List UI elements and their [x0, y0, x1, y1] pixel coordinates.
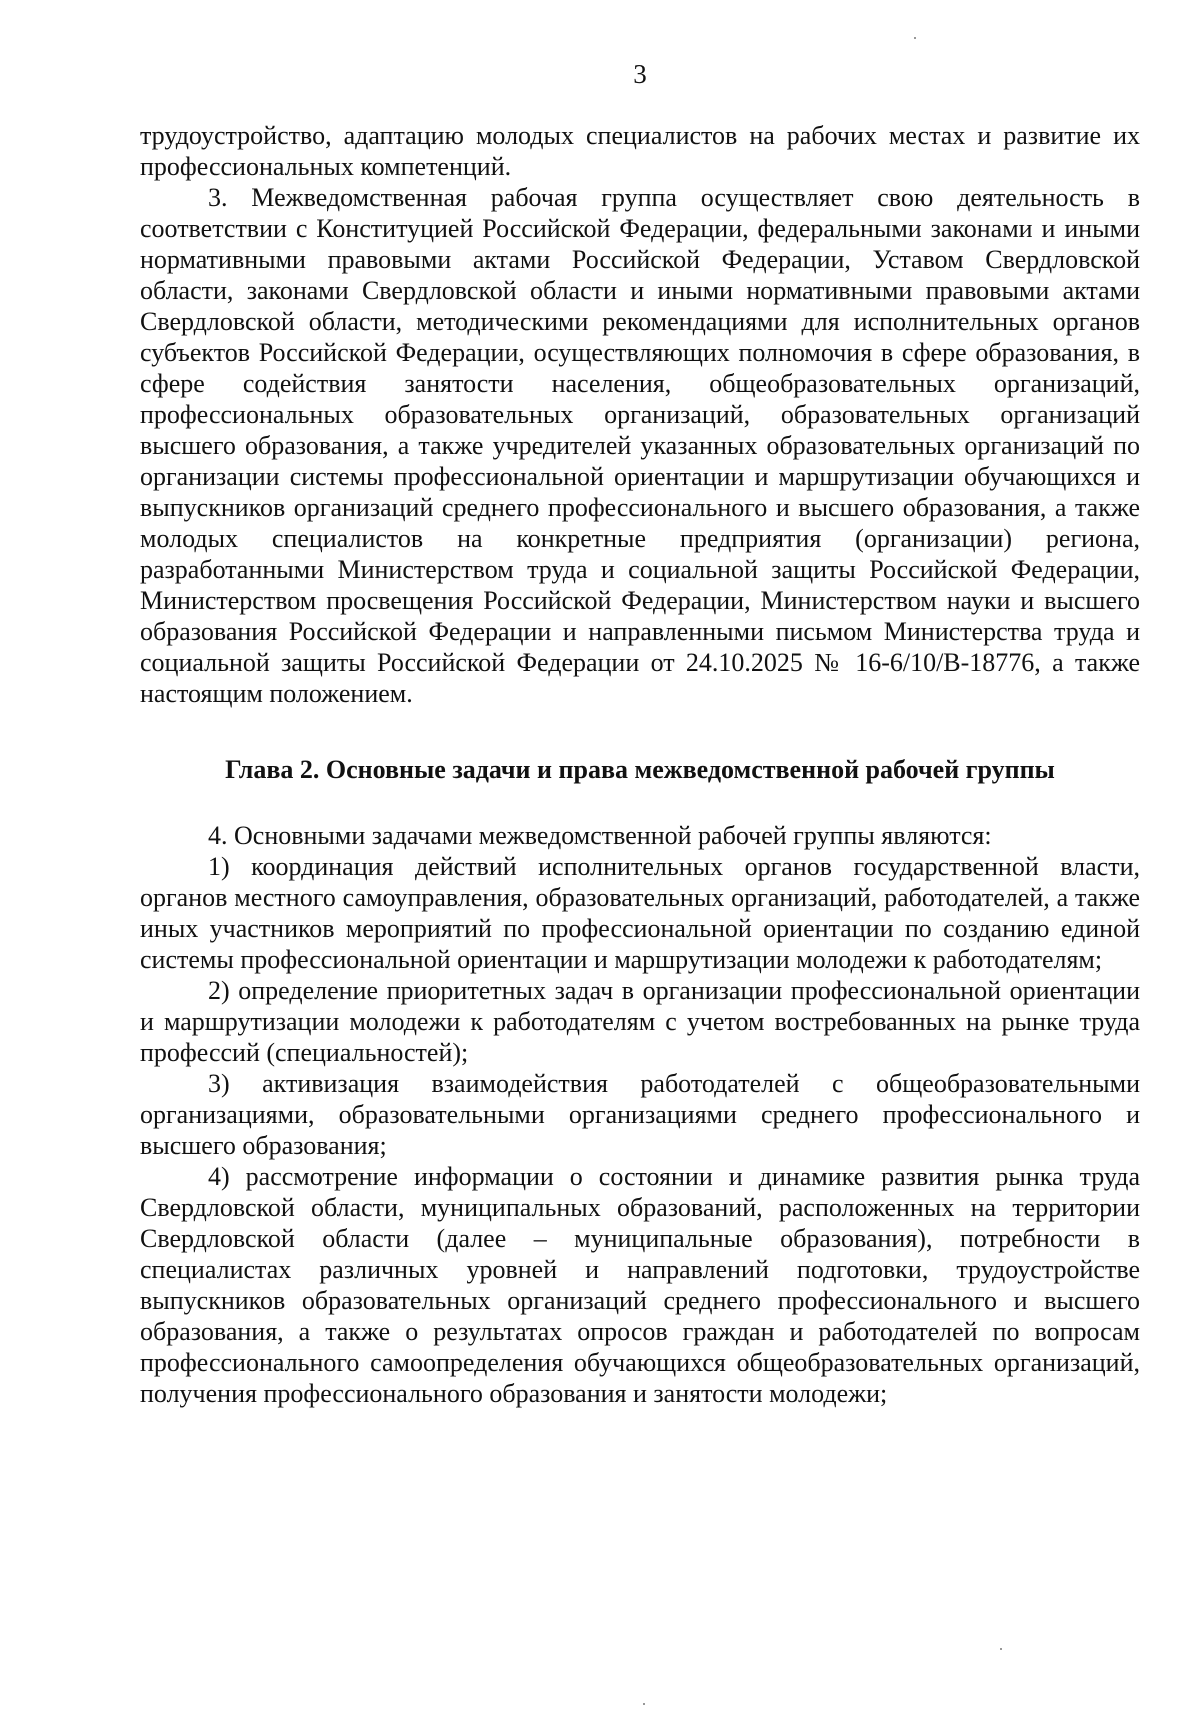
document-body: [140, 120, 1140, 1409]
section-chapter-1-end: [140, 120, 1140, 709]
paragraph: 4. Основными задачами межведомственной рабочей группы являются:: [208, 821, 992, 850]
paragraph: трудоустройство, адаптацию молодых специалистов на рабочих местах и развитие их профессиональных компетенций.: [140, 121, 1140, 181]
scan-speck: [914, 37, 916, 39]
scan-speck: [643, 1703, 645, 1705]
paragraph: 1) координация действий исполнительных органов государственной власти, органов местного самоуправления, образовательных организаций, работодателей, а также иных участников мероприятий по профессиональной ориентации по созданию единой системы профессиональной ориентации и маршрутизации молодежи к работодателям;: [140, 852, 1140, 974]
scan-speck: [1000, 1648, 1002, 1650]
paragraph: 3. Межведомственная рабочая группа осуществляет свою деятельность в соответствии с Конституцией Российской Федерации, федеральными законами и иными нормативными правовыми актами Российской Федерации, Уставом Свердловской области, законами Свердловской области и иными нормативными правовыми актами Свердловской области, методическими рекомендациями для исполнительных органов субъектов Российской Федерации, осуществляющих полномочия в сфере образования, в сфере содействия занятости населения, общеобразовательных организаций, профессиональных образовательных организаций, образовательных организаций высшего образования, а также учредителей указанных образовательных организаций по организации системы профессиональной ориентации и маршрутизации обучающихся и выпускников организаций среднего профессионального и высшего образования, а также молодых специалистов на конкретные предприятия (организации) региона, разработанными Министерством труда и социальной защиты Российской Федерации, Министерством просвещения Российской Федерации, Министерством науки и высшего образования Российской Федерации и направленными письмом Министерства труда и социальной защиты Российской Федерации от 24.10.2025 № 16-6/10/В-18776, а также настоящим положением.: [140, 183, 1140, 708]
paragraph: 3) активизация взаимодействия работодателей с общеобразовательными организациями, образовательными организациями среднего профессионального и высшего образования;: [140, 1069, 1140, 1160]
paragraph: 4) рассмотрение информации о состоянии и динамике развития рынка труда Свердловской области, муниципальных образований, расположенных на территории Свердловской области (далее – муниципальные образования), потребности в специалистах различных уровней и направлений подготовки, трудоустройстве выпускников образовательных организаций среднего профессионального и высшего образования, а также о результатах опросов граждан и работодателей по вопросам профессионального самоопределения обучающихся общеобразовательных организаций, получения профессионального образования и занятости молодежи;: [140, 1162, 1140, 1408]
chapter-heading: Глава 2. Основные задачи и права межведомственной рабочей группы: [225, 755, 1055, 784]
section-chapter-2: [140, 820, 1140, 1409]
page-number: 3: [633, 59, 647, 89]
paragraph: 2) определение приоритетных задач в организации профессиональной ориентации и маршрутизации молодежи к работодателям с учетом востребованных на рынке труда профессий (специальностей);: [140, 976, 1140, 1067]
